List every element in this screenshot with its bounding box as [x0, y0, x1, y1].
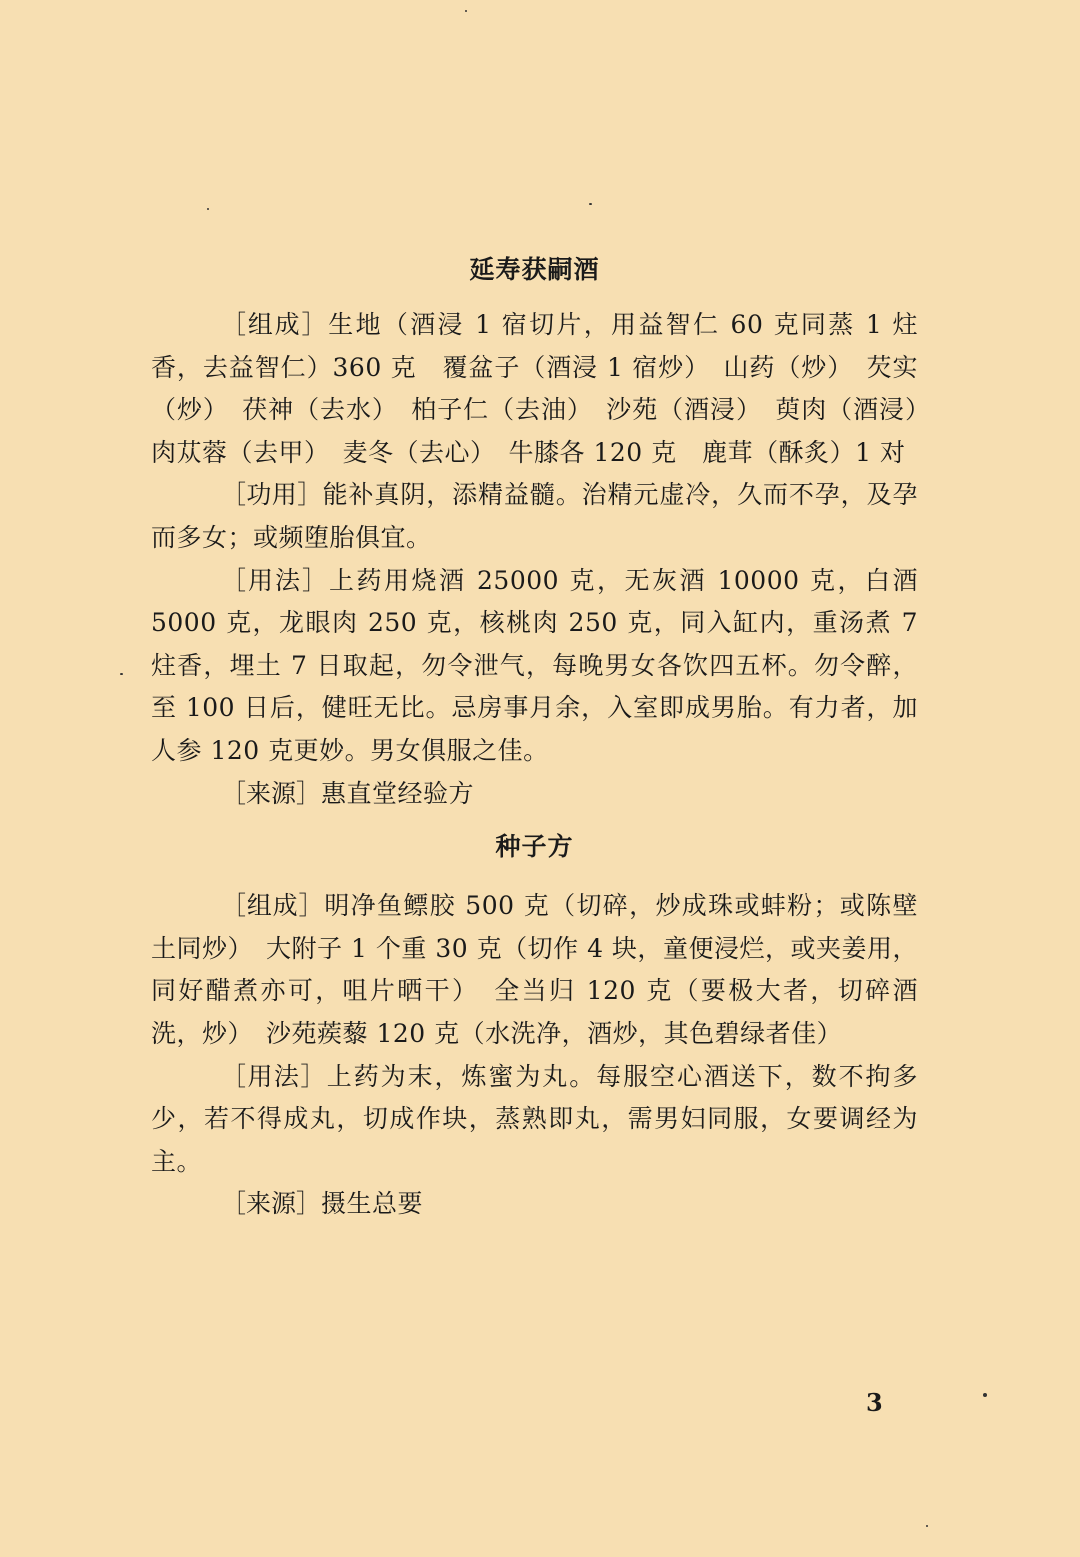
- function-tag: ［功用］: [221, 480, 323, 510]
- scan-speck: [926, 1525, 928, 1527]
- composition-paragraph: [151, 304, 944, 474]
- function-paragraph: [151, 474, 918, 559]
- composition-text: 明净鱼鳔胶 500 克（切碎，炒成珠或蚌粉；或陈壁土同炒） 大附子 1 个重 30 克（切作 4 块，童便浸烂，或夹姜用，同好醋煮亦可，咀片晒干） 全当归 120 克（要极大者，切碎酒洗，炒） 沙苑蒺藜 120 克（水洗净，酒炒，其色碧绿者佳）: [151, 891, 918, 1048]
- usage-text: 上药为末，炼蜜为丸。每服空心酒送下，数不拘多少，若不得成丸，切成作块，蒸熟即丸，需男妇同服，女要调经为主。: [151, 1061, 918, 1176]
- usage-text: 上药用烧酒 25000 克，无灰酒 10000 克，白酒 5000 克，龙眼肉 250 克，核桃肉 250 克，同入缸内，重汤煮 7 炷香，埋土 7 日取起，勿令泄气，每晚男女各饮四五杯。勿令醉，至 100 日后，健旺无比。忌房事月余，入室即成男胎。有力者，加人参 120 克更妙。男女俱服之佳。: [151, 565, 918, 765]
- source-tag: ［来源］: [221, 778, 322, 808]
- scan-speck: [465, 10, 467, 12]
- composition-tag: ［组成］: [221, 891, 325, 921]
- source-tag: ［来源］: [221, 1189, 322, 1219]
- source-paragraph: [151, 1183, 918, 1226]
- scan-speck: [120, 673, 123, 675]
- scan-speck: [983, 1393, 987, 1397]
- source-text: 惠直堂经验方: [321, 778, 475, 808]
- function-text: 能补真阴，添精益髓。治精元虚冷，久而不孕，及孕而多女；或频堕胎俱宜。: [151, 480, 918, 552]
- composition-tag: ［组成］: [221, 310, 329, 339]
- scan-speck: [589, 203, 592, 205]
- page-number: 3: [866, 1388, 883, 1417]
- scan-speck: [207, 208, 209, 210]
- source-text: 摄生总要: [321, 1189, 424, 1219]
- source-paragraph: [151, 773, 918, 816]
- usage-paragraph: [151, 560, 918, 773]
- usage-tag: ［用法］: [221, 565, 330, 595]
- usage-tag: ［用法］: [221, 1061, 327, 1091]
- recipe-title-zhongzi: 种子方: [495, 832, 574, 862]
- page-content: [151, 248, 944, 1226]
- recipe-title-yanshou: 延寿获嗣酒: [469, 255, 600, 284]
- composition-text: 生地（酒浸 1 宿切片，用益智仁 60 克同蒸 1 炷香，去益智仁）360 克 覆盆子（酒浸 1 宿炒） 山药（炒） 芡实（炒） 茯神（去水） 柏子仁（去油） 沙苑（酒浸） 萸肉（酒浸） 肉苁蓉（去甲） 麦冬（去心） 牛膝各 120 克 鹿茸（酥炙）1 对: [151, 310, 944, 467]
- usage-paragraph: [151, 1056, 918, 1184]
- composition-paragraph: [151, 885, 918, 1055]
